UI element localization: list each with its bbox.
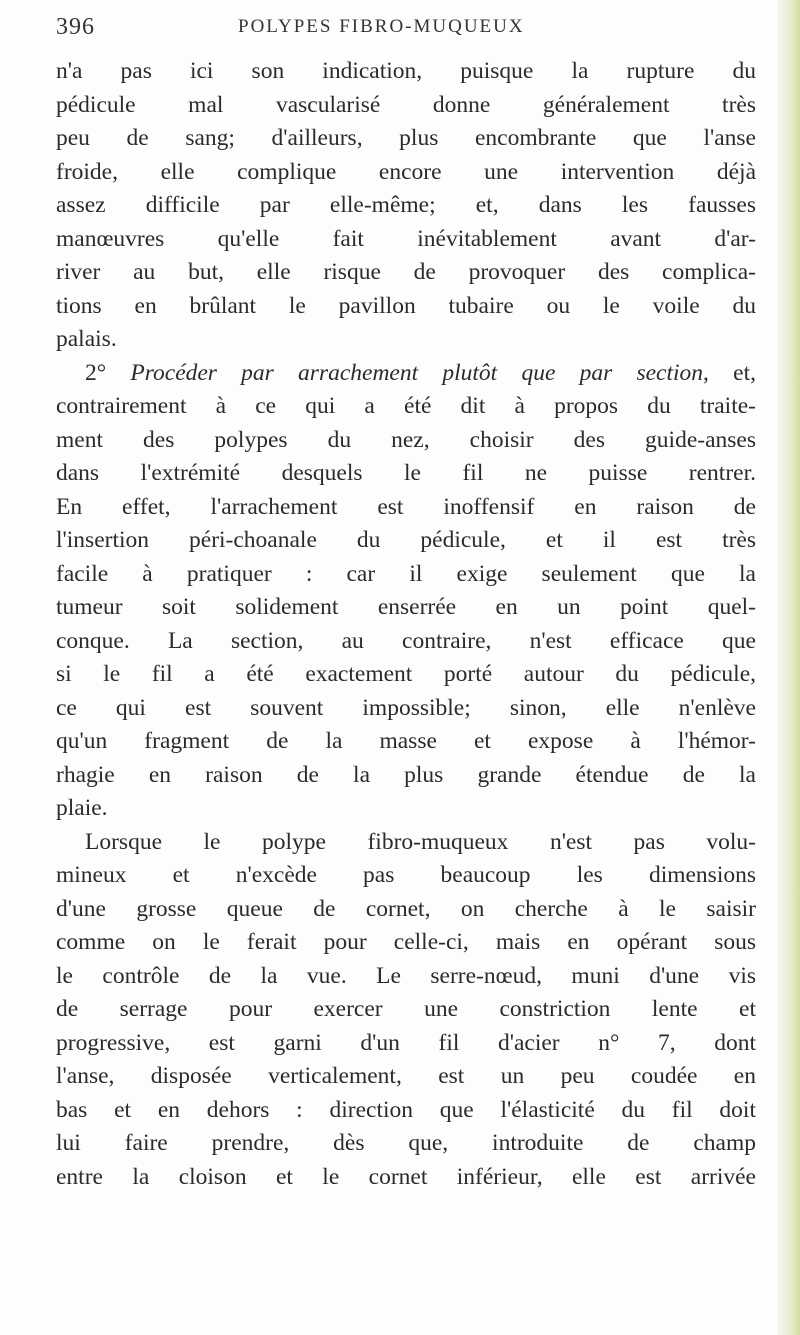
text-line: comme on le ferait pour celle-ci, mais en opérant sous bbox=[56, 929, 756, 955]
text-line: contrairement à ce qui a été dit à propos du traite- bbox=[56, 393, 756, 419]
text-line: plaie. bbox=[56, 795, 108, 821]
italic-heading: Procéder par arrachement plutôt que par section bbox=[130, 359, 704, 386]
item-number: 2° bbox=[85, 359, 131, 386]
page-edge bbox=[778, 0, 800, 1335]
page-number: 396 bbox=[56, 14, 95, 40]
running-title: POLYPES FIBRO-MUQUEUX bbox=[238, 16, 525, 37]
text-line: progressive, est garni d'un fil d'acier n° 7, dont bbox=[56, 1029, 756, 1056]
text-line: si le fil a été exactement porté autour du pédicule, bbox=[56, 661, 756, 687]
heading-tail: , et, bbox=[703, 359, 756, 386]
text-line: river au but, elle risque de provoquer des complica- bbox=[56, 259, 756, 285]
text-line: d'une grosse queue de cornet, on cherche à le saisir bbox=[56, 895, 756, 922]
text-line: tumeur soit solidement enserrée en un point quel- bbox=[56, 594, 756, 620]
text-line: mineux et n'excède pas beaucoup les dimensions bbox=[56, 862, 756, 888]
text-line: manœuvres qu'elle fait inévitablement avant d'ar- bbox=[56, 225, 756, 252]
text-line: qu'un fragment de la masse et expose à l'hémor- bbox=[56, 728, 756, 754]
text-line: n'a pas ici son indication, puisque la rupture du bbox=[56, 58, 756, 84]
text-line: l'anse, disposée verticalement, est un peu coudée en bbox=[56, 1063, 756, 1089]
body-text bbox=[56, 55, 756, 1194]
text-line: entre la cloison et le cornet inférieur, elle est arrivée bbox=[56, 1163, 756, 1190]
text-line: assez difficile par elle-même; et, dans les fausses bbox=[56, 192, 756, 218]
text-line: le contrôle de la vue. Le serre-nœud, muni d'une vis bbox=[56, 962, 756, 989]
text-line: lui faire prendre, dès que, introduite de champ bbox=[56, 1130, 756, 1156]
text-line: de serrage pour exercer une constriction lente et bbox=[56, 996, 756, 1022]
text-line: peu de sang; d'ailleurs, plus encombrante que l'anse bbox=[56, 125, 756, 151]
text-line: l'insertion péri-choanale du pédicule, et il est très bbox=[56, 527, 756, 553]
text-line: dans l'extrémité desquels le fil ne puisse rentrer. bbox=[56, 460, 756, 486]
text-line: bas et en dehors : direction que l'élasticité du fil doit bbox=[56, 1096, 756, 1123]
running-header bbox=[56, 14, 756, 54]
text-line: rhagie en raison de la plus grande étendue de la bbox=[56, 761, 756, 788]
text-line: ment des polypes du nez, choisir des guide-anses bbox=[56, 426, 756, 453]
text-line: tions en brûlant le pavillon tubaire ou le voile du bbox=[56, 292, 756, 319]
text-line: En effet, l'arrachement est inoffensif en raison de bbox=[56, 493, 756, 520]
text-line: palais. bbox=[56, 326, 117, 352]
text-line: ce qui est souvent impossible; sinon, elle n'enlève bbox=[56, 694, 756, 721]
numbered-paragraph-start bbox=[56, 357, 756, 391]
text-line: facile à pratiquer : car il exige seulement que la bbox=[56, 560, 756, 587]
text-line: pédicule mal vascularisé donne généralement très bbox=[56, 91, 756, 118]
text-line: conque. La section, au contraire, n'est efficace que bbox=[56, 627, 756, 654]
paragraph-start: Lorsque le polype fibro-muqueux n'est pas volu- bbox=[85, 828, 756, 855]
text-line: froide, elle complique encore une intervention déjà bbox=[56, 158, 756, 185]
